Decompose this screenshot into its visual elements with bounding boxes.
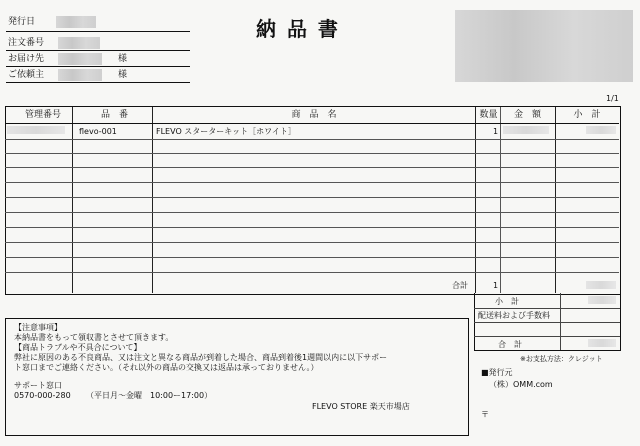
row1-product-name: FLEVO スターターキット［ホワイト］ <box>156 127 296 136</box>
issue-date-label: 発行日 <box>8 17 36 27</box>
notes-line2: 【商品トラブルや不具合について】 <box>14 343 142 352</box>
notes-line1: 本納品書をもって領収書とさせて頂きます。 <box>14 333 174 342</box>
payment-note: ※お支払方法：クレジット <box>520 355 603 363</box>
header-product-name: 商 品 名 <box>291 110 337 120</box>
header-item-code: 品 番 <box>100 110 128 120</box>
issuer-block-redacted <box>455 10 633 82</box>
support-label: サポート窓口 <box>14 381 62 390</box>
delivery-name-redacted <box>58 53 102 65</box>
summary-grand-total-label: 合 計 <box>498 340 522 349</box>
issuer-label: ■発行元 <box>481 368 513 377</box>
row1-amount-redacted <box>503 126 549 134</box>
delivery-to-label: お届け先 <box>8 54 45 64</box>
support-hours: （平日月～金曜 10:00ー17:00） <box>86 391 213 400</box>
notes-title: 【注意事項】 <box>14 323 62 332</box>
row1-quantity: 1 <box>493 127 499 136</box>
issue-date-value-redacted <box>56 16 96 28</box>
client-honorific: 様 <box>118 70 128 80</box>
header-control-no: 管理番号 <box>24 110 61 120</box>
header-subtotal: 小 計 <box>573 110 601 120</box>
client-label: ご依頼主 <box>8 70 45 80</box>
summary-subtotal-label: 小 計 <box>495 297 519 306</box>
issuer-postal: 〒 <box>481 410 489 419</box>
summary-shipping-label: 配送料および手数料 <box>478 311 550 320</box>
client-name-redacted <box>58 69 102 81</box>
delivery-honorific: 様 <box>118 54 128 64</box>
summary-grand-total-redacted <box>588 339 616 347</box>
table-total-quantity: 1 <box>493 281 499 290</box>
header-amount: 金 額 <box>513 110 541 120</box>
store-name: FLEVO STORE 楽天市場店 <box>312 402 410 411</box>
row1-subtotal-redacted <box>586 126 616 134</box>
notes-line4: ト窓口までご連絡ください。（それ以外の商品の交換又は返品は承っておりません。） <box>14 363 319 372</box>
order-number-value-redacted <box>58 37 100 49</box>
header-quantity: 数量 <box>479 110 498 120</box>
page-number: 1/1 <box>606 94 619 103</box>
row1-control-no-redacted <box>7 126 65 134</box>
row1-item-code: flevo-001 <box>79 127 117 136</box>
table-total-redacted <box>586 281 616 289</box>
summary-subtotal-redacted <box>588 296 616 304</box>
support-phone: 0570-000-280 <box>14 391 71 400</box>
document-title: 納 品 書 <box>256 17 340 41</box>
notes-line3: 弊社に原因のある不良商品、又は注文と異なる商品が到着した場合、商品到着後1週間以内に以下サポー <box>14 353 388 362</box>
issuer-name: （株）OMM.com <box>489 380 553 389</box>
order-number-label: 注文番号 <box>8 38 45 48</box>
table-total-label: 合計 <box>452 281 468 290</box>
